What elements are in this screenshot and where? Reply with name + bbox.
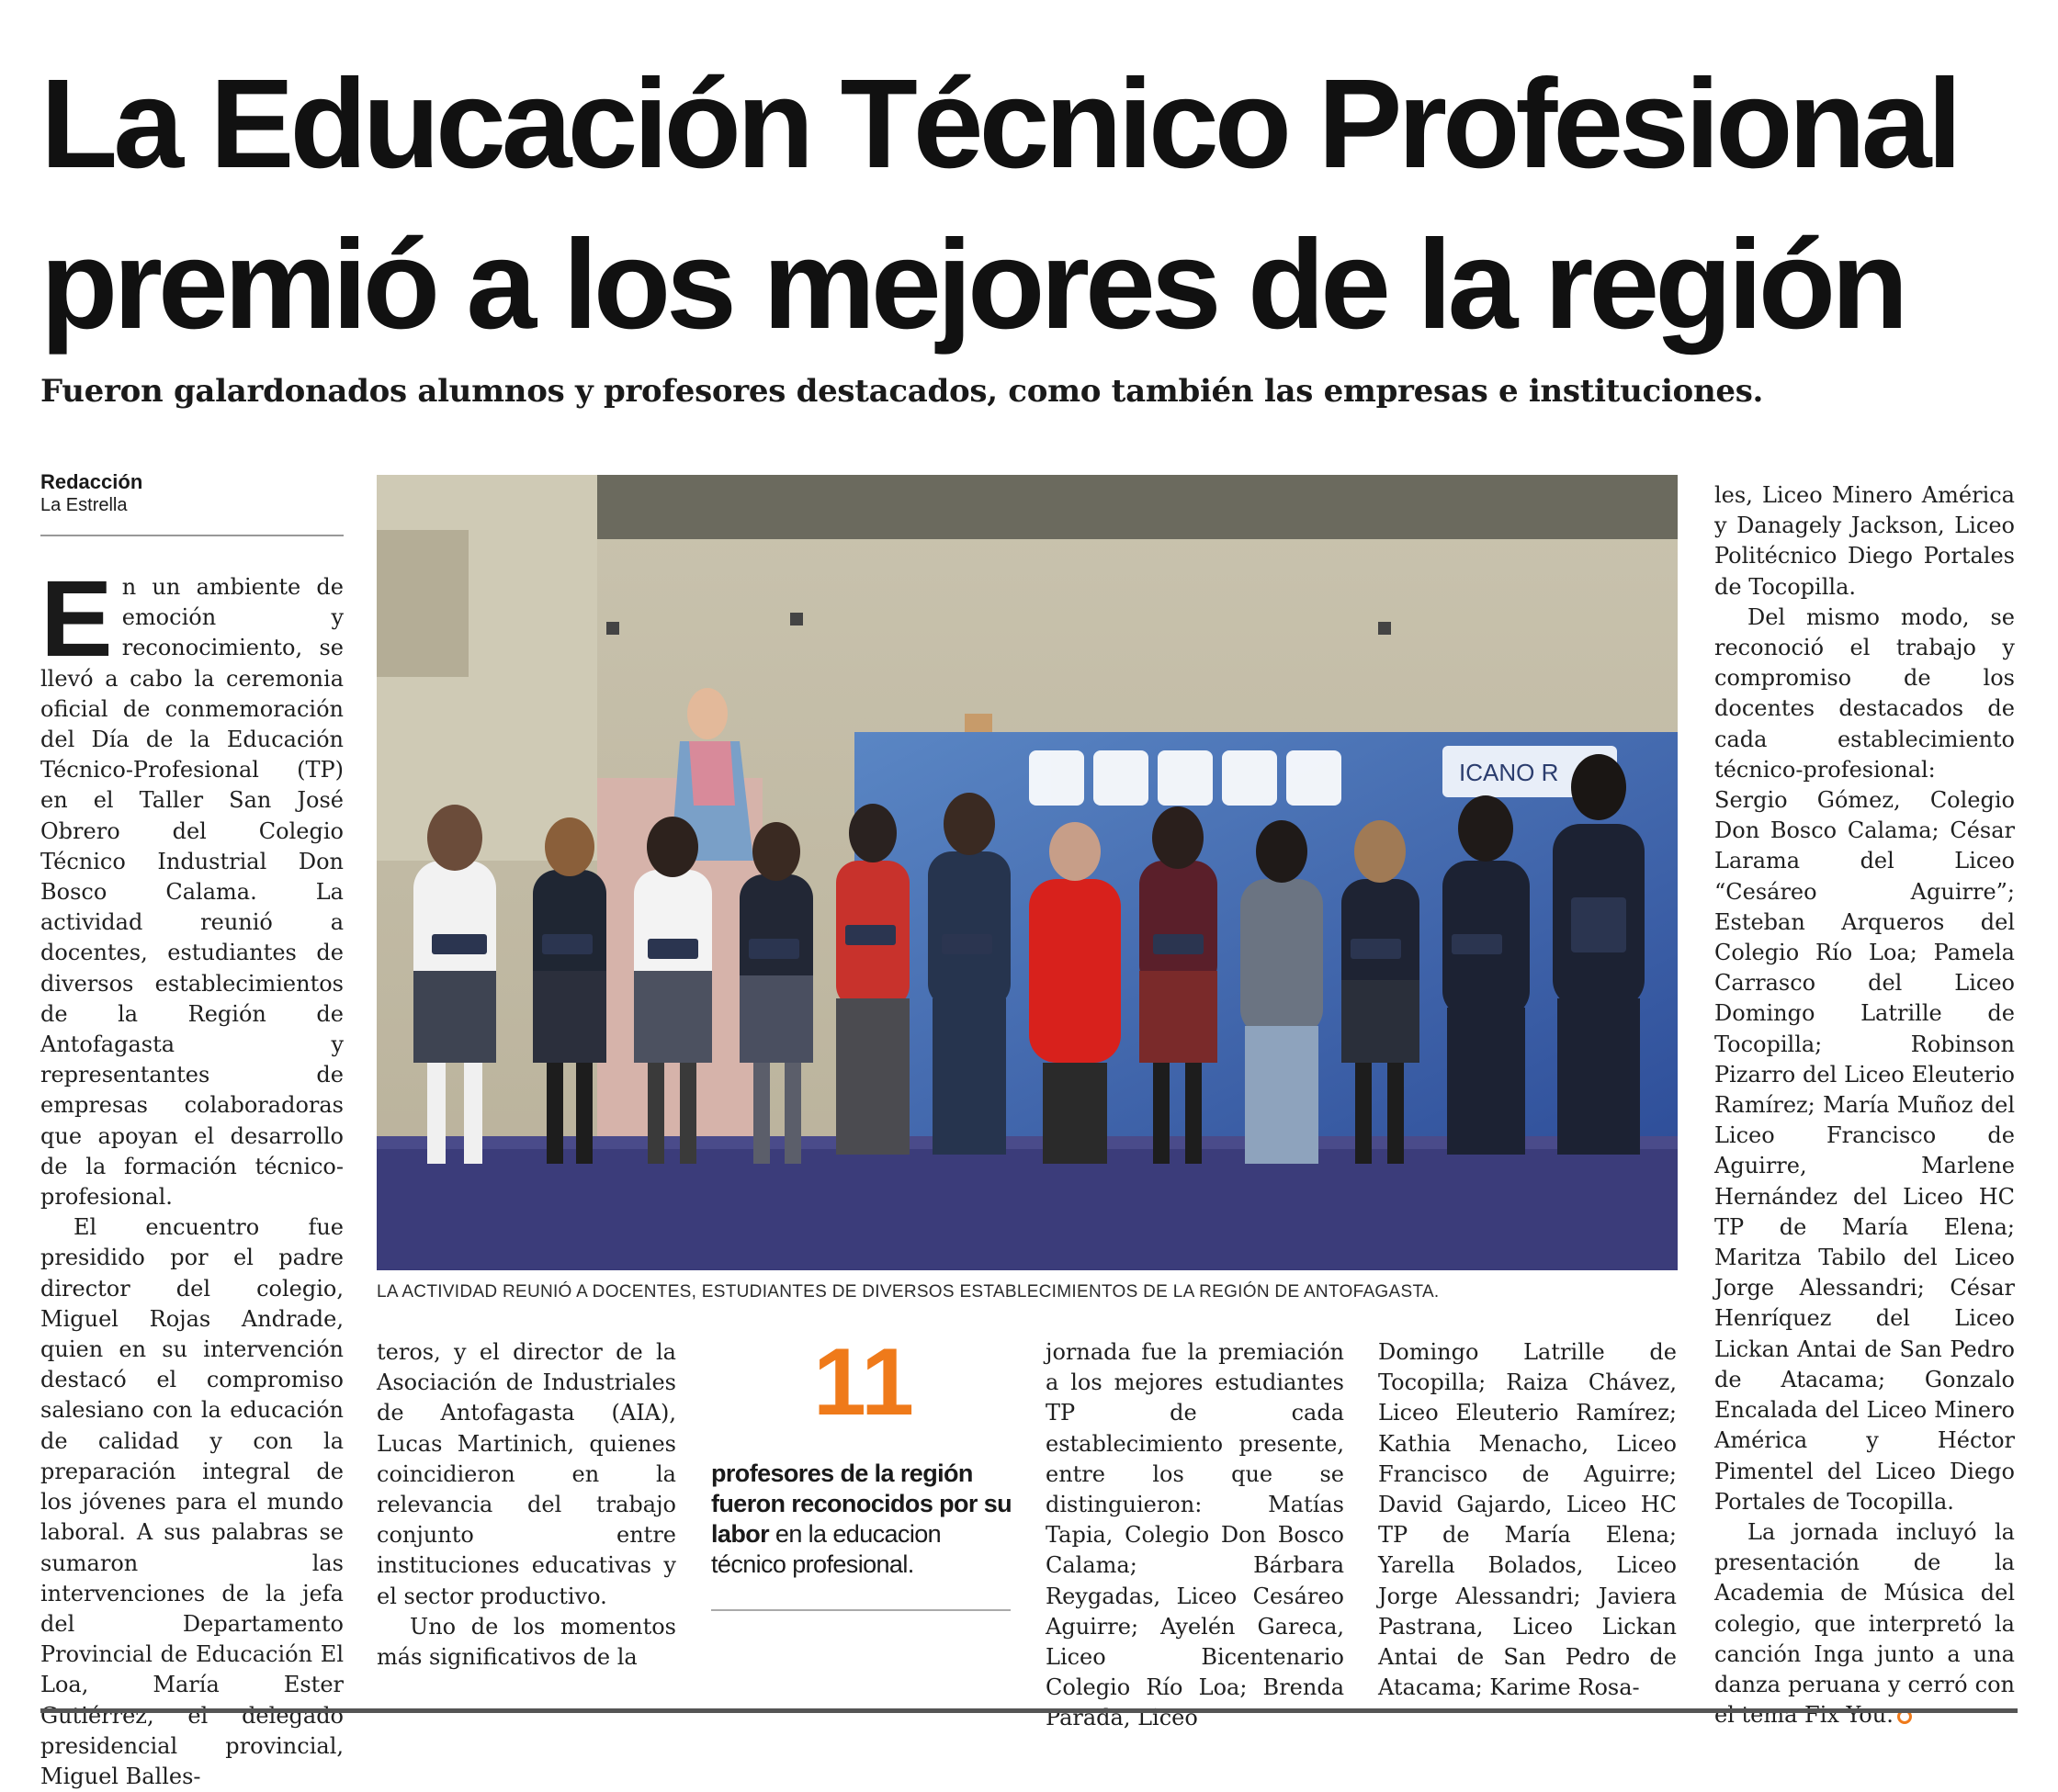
pullquote-number: 11: [813, 1329, 914, 1436]
article-column-4: [1046, 1337, 1344, 1731]
pullquote-divider: [711, 1609, 1011, 1611]
article-paragraph: jornada fue la premiación a los mejores estudiantes TP de cada establecimiento presente, entre los que se distinguieron: Matías Tapia, Colegio Don Bosco Calama; Bárbara Reygadas, Liceo Cesáreo Aguirre; Ayelén Gareca, Liceo Bicentenario Colegio Río Loa; Brenda Parada, Liceo: [1046, 1339, 1344, 1731]
byline-author: Redacción: [40, 470, 143, 493]
article-column-5: [1378, 1337, 1677, 1701]
article-paragraph: El encuentro fue presidido por el padre director del colegio, Miguel Rojas Andrade, quien en su intervención destacó el compromiso salesiano con la educación de calidad y con la preparación integral de los jóvenes para el mundo laboral. A sus palabras se sumaron las intervenciones de la jefa del Departamento Provincial de Educación El Loa, María Ester Gutiérrez, el delegado presidencial provincial, Miguel Balles-: [40, 1214, 344, 1789]
drop-cap: E: [40, 558, 113, 680]
article-column-1: [40, 558, 344, 1789]
article-paragraph: En un ambiente de emoción y reconocimiento, se llevó a cabo la ceremonia oficial de conmemoración del Día de la Educación Técnico-Profesional (TP) en el Taller San José Obrero del Colegio Técnico Industrial Don Bosco Calama. La actividad reunió a docentes, estudiantes de diversos establecimientos de la Región de Antofagasta y representantes de empresas colaboradoras que apoyan el desarrollo de la formación técnico-profesional.: [40, 558, 344, 1211]
article-paragraph: teros, y el director de la Asociación de Industriales de Antofagasta (AIA), Lucas Martinich, quienes coincidieron en la relevancia del trabajo conjunto entre instituciones educativas y el sector productivo.: [377, 1339, 676, 1609]
article-paragraph: Del mismo modo, se reconoció el trabajo y compromiso de los docentes destacados de cada establecimiento técnico-profesional: Sergio Gómez, Colegio Don Bosco Calama; César Larama del Liceo “Cesáreo Aguirre”; Esteban Arqueros del Colegio Río Loa; Pamela Carrasco del Liceo Domingo Latrille de Tocopilla; Robinson Pizarro del Liceo Eleuterio Ramírez; María Muñoz del Liceo Francisco de Aguirre, Marlene Hernández del Liceo HC TP de María Elena; Maritza Tabilo del Liceo Jorge Alessandri; César Henríquez del Liceo Lickan Antai de San Pedro de Atacama; Gonzalo Encalada del Liceo Minero América y Héctor Pimentel del Liceo Diego Portales de Tocopilla.: [1714, 603, 2015, 1515]
bottom-divider: [40, 1708, 2018, 1713]
photo-banner-text: ICANO R: [1459, 759, 1559, 786]
subtitle: Fueron galardonados alumnos y profesores destacados, como también las empresas e instituciones.: [40, 373, 1764, 410]
headline-line-2: premió a los mejores de la región: [40, 214, 1905, 355]
article-paragraph: Domingo Latrille de Tocopilla; Raiza Chávez, Liceo Eleuterio Ramírez; Kathia Menacho, Liceo Francisco de Aguirre; David Gajardo, Liceo HC TP de María Elena; Yarella Bolados, Liceo Jorge Alessandri; Javiera Pastrana, Liceo Lickan Antai de San Pedro de Atacama; Karime Rosa-: [1378, 1339, 1677, 1701]
article-paragraph: La jornada incluyó la presentación de la Academia de Música del colegio, que interpretó la canción Inga junto a una danza peruana y cerró con el tema Fix You.: [1714, 1518, 2015, 1729]
article-column-6: [1714, 480, 2015, 1729]
pullquote-regular: en la educacion técnico profesional.: [711, 1520, 942, 1578]
article-paragraph: Uno de los momentos más significativos de la: [377, 1613, 676, 1671]
pullquote: [711, 1459, 1014, 1580]
article-column-2: [377, 1337, 676, 1686]
byline-outlet: La Estrella: [40, 495, 128, 515]
byline: [40, 470, 344, 516]
headline: [40, 44, 2034, 366]
byline-divider: [40, 535, 344, 536]
pullquote-bold: profesores de la región fueron reconocidos por su labor: [711, 1460, 1012, 1548]
photo-caption: LA ACTIVIDAD REUNIÓ A DOCENTES, ESTUDIANTES DE DIVERSOS ESTABLECIMIENTOS DE LA REGIÓN DE ANTOFAGASTA.: [377, 1282, 1440, 1302]
photo-illustration: [377, 475, 1678, 1270]
headline-line-1: La Educación Técnico Profesional: [40, 53, 1958, 195]
article-paragraph: les, Liceo Minero América y Danagely Jackson, Liceo Politécnico Diego Portales de Tocopilla.: [1714, 482, 2015, 600]
event-photo: [377, 475, 1678, 1270]
